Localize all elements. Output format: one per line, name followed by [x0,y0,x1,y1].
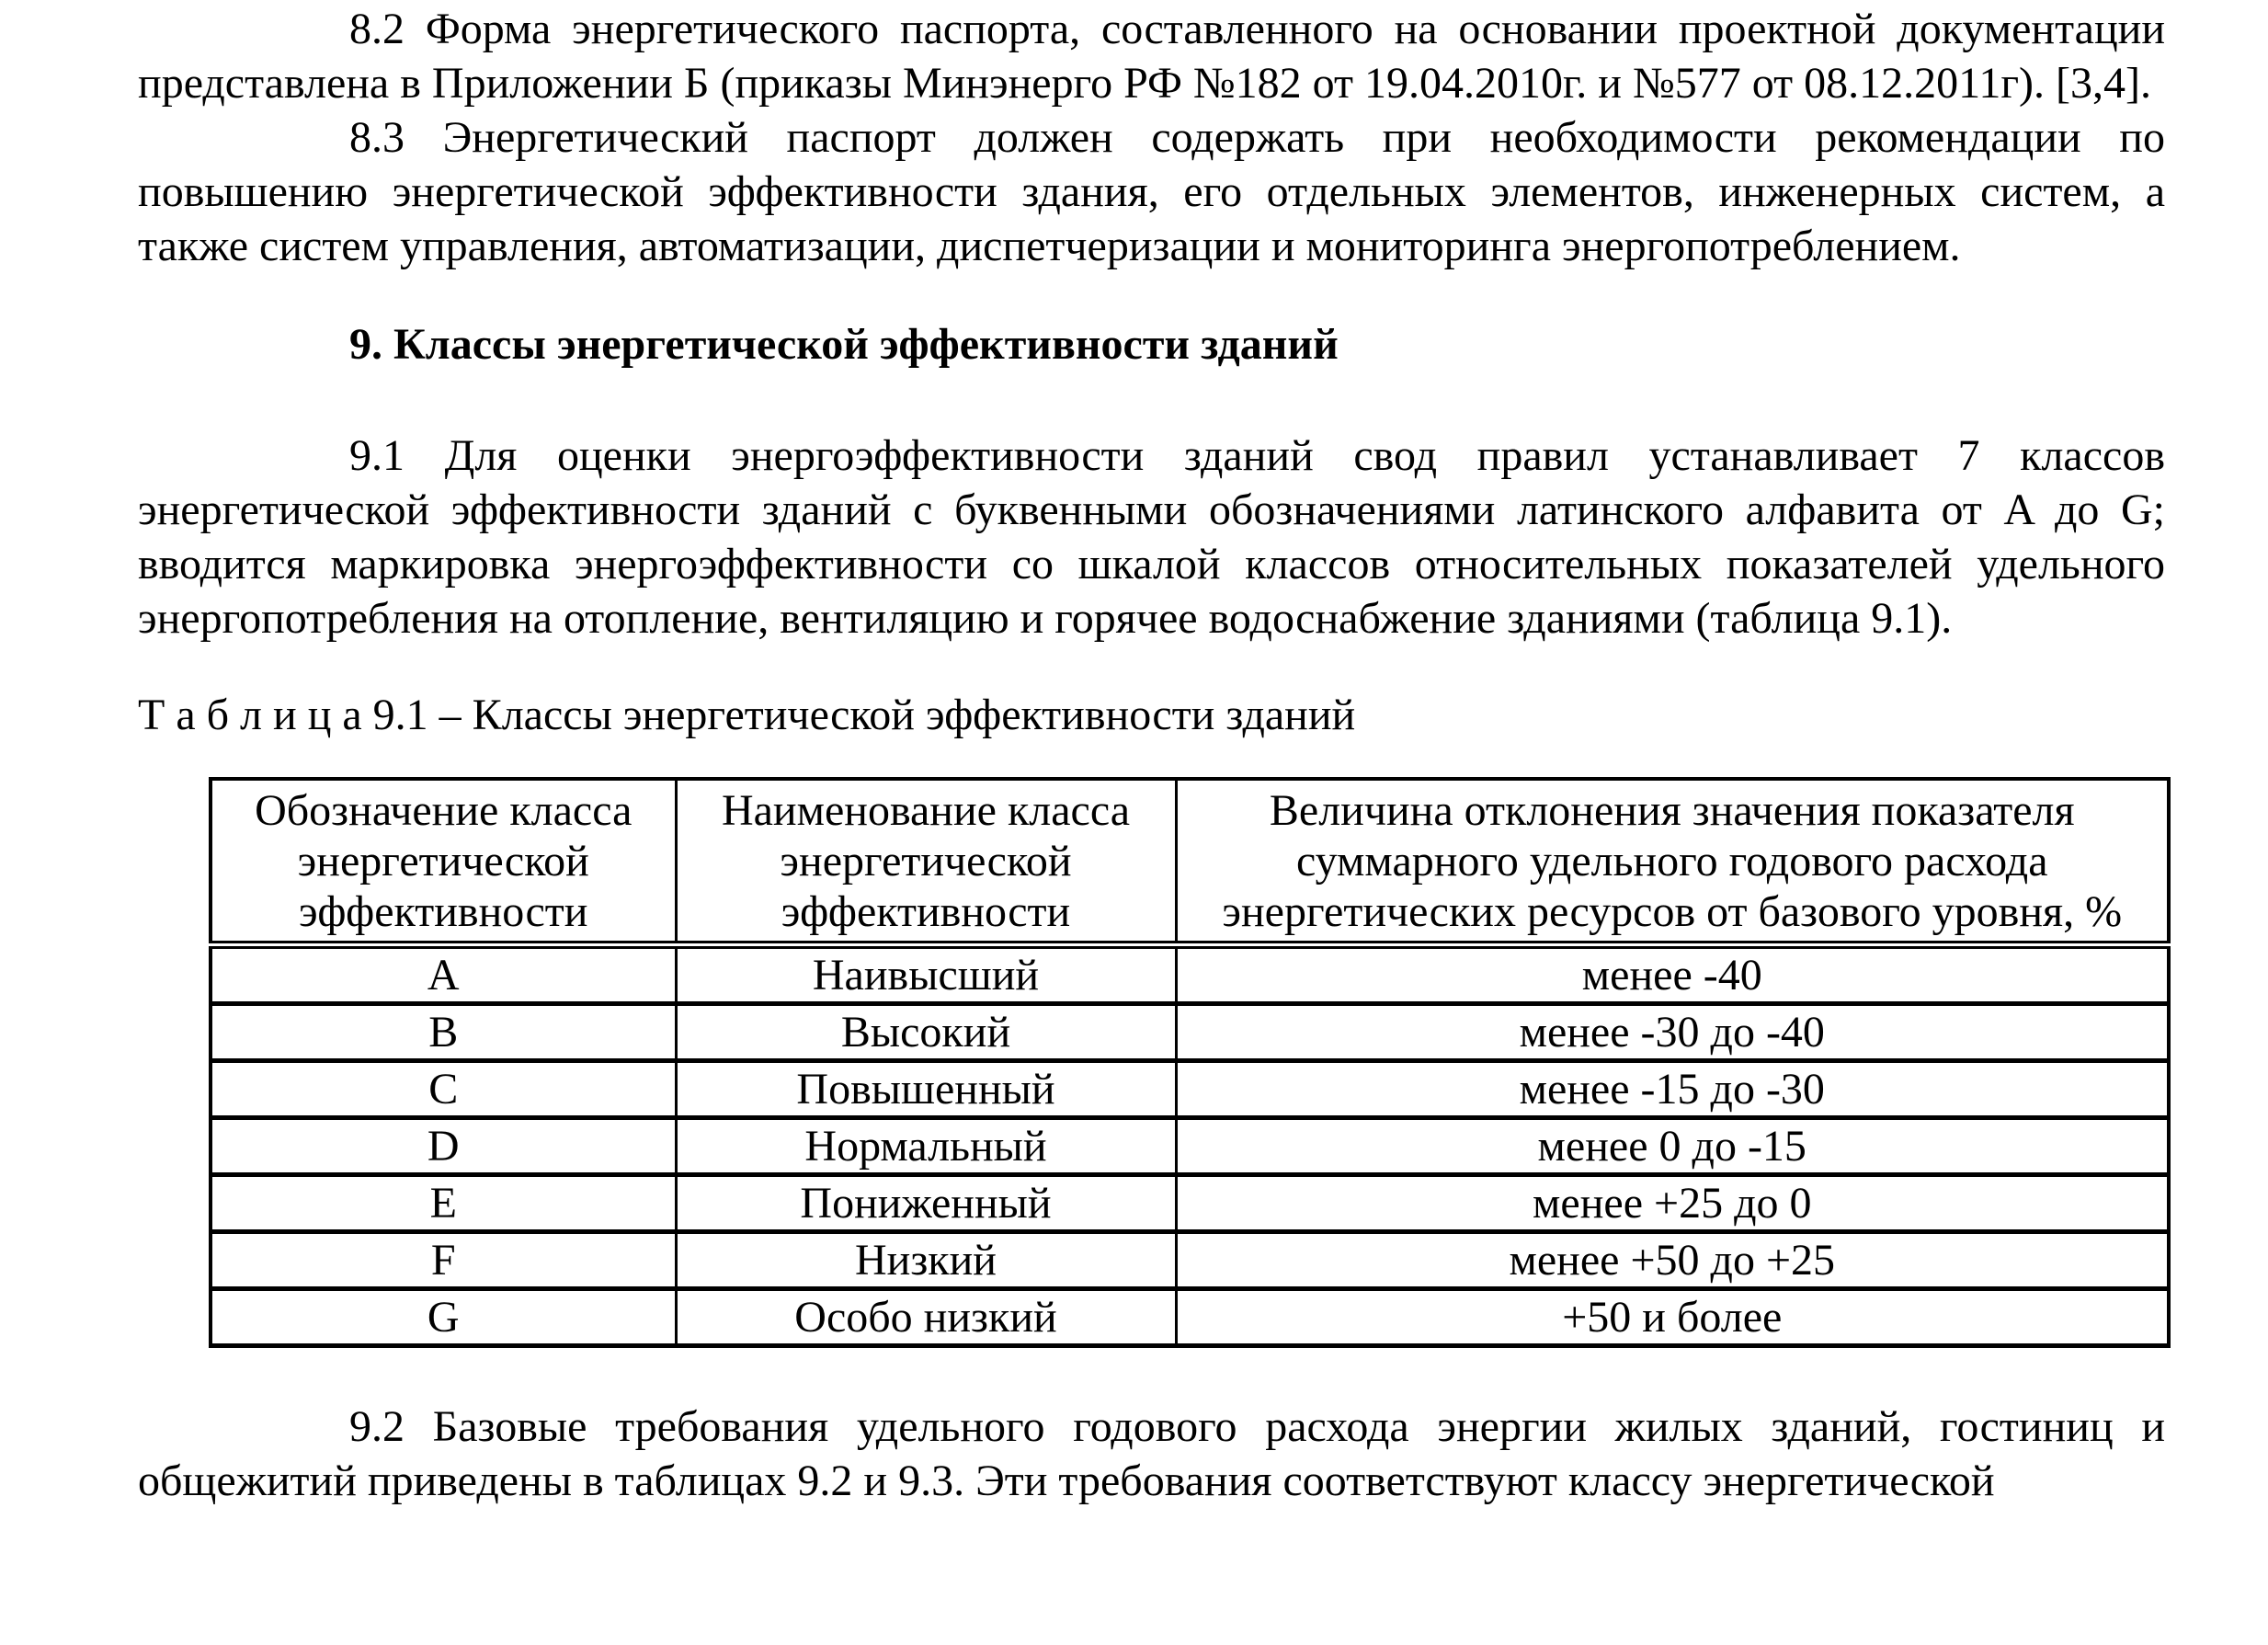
table-row-class-d [211,1118,2169,1175]
cell-class-name: Особо низкий [676,1289,1176,1346]
energy-efficiency-classes-table [209,777,2171,1348]
table-row-class-c [211,1061,2169,1118]
paragraph-9-2: 9.2 Базовые требования удельного годового расхода энергии жилых зданий, гостиниц и общежитий приведены в таблицах 9.2 и 9.3. Эти требования соответствуют классу энергетической [138,1402,2165,1505]
header-cell-class-name: Наименование класса энергетической эффективности [676,779,1176,945]
section-9-heading: 9. Классы энергетической эффективности зданий [349,320,1339,369]
cell-deviation: менее +50 до +25 [1176,1232,2169,1289]
cell-deviation: менее +25 до 0 [1176,1175,2169,1232]
table-row-class-a [211,945,2169,1004]
paragraph-9-1: 9.1 Для оценки энергоэффективности зданий свод правил устанавливает 7 классов энергетической эффективности зданий с буквенными обозначениями латинского алфавита от A до G; вводится маркировка энергоэффективности со шкалой классов относительных показателей удельного энергопотребления на отопление, вентиляцию и горячее водоснабжение зданиями (таблица 9.1). [138,431,2165,643]
table-row-class-g [211,1289,2169,1346]
table-header-row [211,779,2169,945]
cell-class-name: Высокий [676,1004,1176,1061]
cell-class-letter: B [211,1004,676,1061]
cell-deviation: менее -15 до -30 [1176,1061,2169,1118]
cell-deviation: менее -30 до -40 [1176,1004,2169,1061]
cell-class-name: Пониженный [676,1175,1176,1232]
table-row-class-b [211,1004,2169,1061]
header-cell-deviation-value: Величина отклонения значения показателя суммарного удельного годового расхода энергетических ресурсов от базового уровня, % [1176,779,2169,945]
cell-deviation: +50 и более [1176,1289,2169,1346]
paragraph-8-3: 8.3 Энергетический паспорт должен содержать при необходимости рекомендации по повышению энергетической эффективности здания, его отдельных элементов, инженерных систем, а также систем управления, автоматизации, диспетчеризации и мониторинга энергопотреблением. [138,113,2165,270]
cell-deviation: менее 0 до -15 [1176,1118,2169,1175]
table-row-class-f [211,1232,2169,1289]
header-cell-class-designation: Обозначение класса энергетической эффективности [211,779,676,945]
cell-class-name: Повышенный [676,1061,1176,1118]
cell-class-name: Низкий [676,1232,1176,1289]
cell-class-letter: D [211,1118,676,1175]
cell-class-letter: F [211,1232,676,1289]
cell-class-name: Наивысший [676,945,1176,1004]
table-9-1-caption: Т а б л и ц а 9.1 – Классы энергетической эффективности зданий [138,691,1356,739]
cell-deviation: менее -40 [1176,945,2169,1004]
table-row-class-e [211,1175,2169,1232]
cell-class-letter: E [211,1175,676,1232]
cell-class-name: Нормальный [676,1118,1176,1175]
paragraph-8-2: 8.2 Форма энергетического паспорта, составленного на основании проектной документации представлена в Приложении Б (приказы Минэнерго РФ №182 от 19.04.2010г. и №577 от 08.12.2011г). [3,4]. [138,5,2165,108]
cell-class-letter: C [211,1061,676,1118]
cell-class-letter: G [211,1289,676,1346]
cell-class-letter: A [211,945,676,1004]
